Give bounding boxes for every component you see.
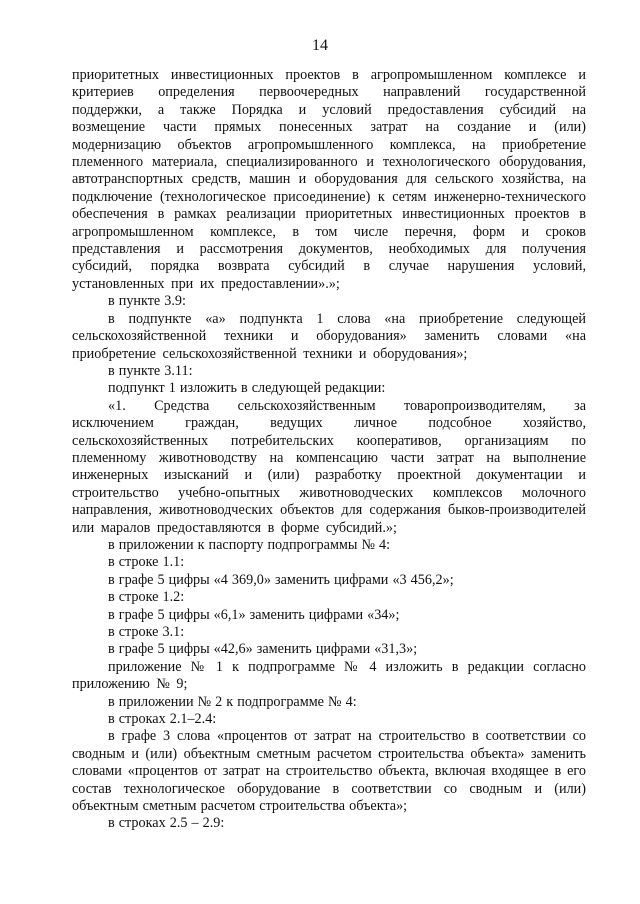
paragraph-subitem-1-text: «1. Средства сельскохозяйственным товаропроизводителям, за исключением граждан, ведущих личное подсобное хозяйство, сельскохозяйственных потребительских кооперативов, организациям по племенному животноводству на компенсацию части затрат на выполнение инженерных изысканий и (или) разработку проектной документации и строительство учебно-опытных животноводческих комплексов молочного направления, животноводческих объектов для содержания быков-производителей или маралов предоставляются в форме субсидий.»; (72, 397, 586, 536)
paragraph-subsidy-rules: приоритетных инвестиционных проектов в агропромышленном комплексе и критериев определения первоочередных направлений государственной поддержки, а также Порядка и условий предоставления субсидий на возмещение части прямых понесенных затрат на создание и (или) модернизацию объектов агропромышленного комплекса, на приобретение племенного материала, специализированного и технологического оборудования, автотранспортных средств, машин и оборудования для сельского хозяйства, на подключение (технологическое присоединение) к сетям инженерно-технического обеспечения в рамках реализации приоритетных инвестиционных проектов в агропромышленном комплексе, в том числе перечня, форм и сроков представления и рассмотрения документов, необходимых для получения субсидий, порядка возврата субсидий в случае нарушения условий, установленных при их предоставлении».»; (72, 67, 586, 292)
paragraph-item-3-9: в пункте 3.9: (108, 293, 186, 310)
paragraph-row-1-1-change: в графе 5 цифры «4 369,0» заменить цифрами «3 456,2»; (108, 571, 454, 588)
paragraph-subitem-a: в подпункте «а» подпункта 1 слова «на приобретение следующей сельскохозяйственной техники и оборудования» заменить словами «на приобретение сельскохозяйственной техники и оборудования»; (72, 310, 586, 362)
paragraph-row-1-2-change: в графе 5 цифры «6,1» заменить цифрами «34»; (108, 606, 400, 623)
page-number: 14 (312, 37, 328, 54)
paragraph-rows-2-1-2-4: в строках 2.1–2.4: (108, 711, 217, 728)
document-body (72, 67, 586, 833)
paragraph-item-3-11: в пункте 3.11: (108, 362, 193, 379)
paragraph-column-3-change: в графе 3 слова «процентов от затрат на строительство в соответствии со сводным и (или) объектным сметным расчетом строительства объекта» заменить словами «процентов от затрат на строительство объекта, включая входящее в его состав технологическое оборудование в соответствии со сводным и (или) объектным сметным расчетом строительства объекта»; (72, 728, 586, 815)
paragraph-row-3-1: в строке 3.1: (108, 624, 185, 640)
paragraph-subitem-1-edit: подпункт 1 изложить в следующей редакции: (108, 380, 386, 397)
paragraph-passport-appendix: в приложении к паспорту подпрограммы № 4: (108, 536, 391, 553)
paragraph-row-1-1: в строке 1.1: (108, 554, 185, 571)
paragraph-appendix-2: в приложении № 2 к подпрограмме № 4: (108, 693, 357, 710)
paragraph-appendix-1: приложение № 1 к подпрограмме № 4 изложить в редакции согласно приложению № 9; (72, 658, 586, 693)
paragraph-rows-2-5-2-9: в строках 2.5 – 2.9: (108, 815, 225, 832)
paragraph-row-3-1-change: в графе 5 цифры «42,6» заменить цифрами «31,3»; (108, 641, 418, 658)
paragraph-row-1-2: в строке 1.2: (108, 589, 185, 606)
